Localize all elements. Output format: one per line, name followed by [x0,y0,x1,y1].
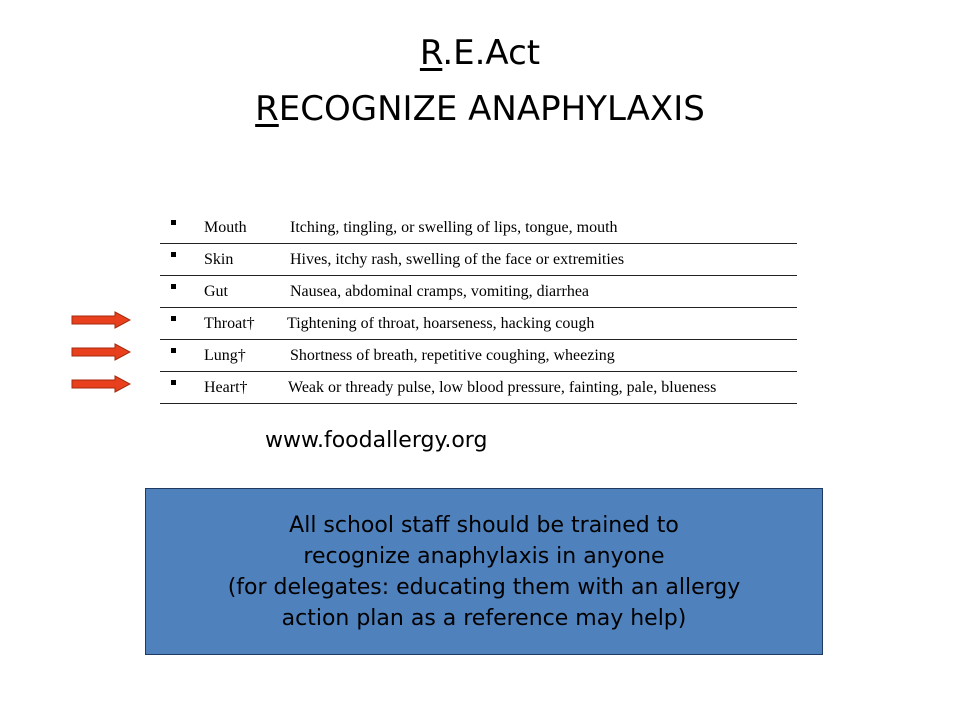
slide-title-line-1 [0,33,960,73]
body-part: Heart† [204,379,248,396]
symptom-description: Shortness of breath, repetitive coughing, wheezing [290,347,615,364]
symptom-description: Weak or thready pulse, low blood pressure, fainting, pale, blueness [288,379,717,396]
title-line-2-rest: ECOGNIZE ANAPHYLAXIS [278,89,705,129]
symptom-table [160,212,797,404]
table-row [160,340,797,372]
bullet-icon [171,284,176,289]
source-link-text: www.foodallergy.org [265,428,488,453]
table-row [160,372,797,404]
table-row [160,212,797,244]
bullet-icon [171,380,176,385]
body-part: Mouth [204,219,247,236]
callout-line: action plan as a reference may help) [281,605,687,631]
bullet-icon [171,348,176,353]
callout-line: All school staff should be trained to [289,512,679,538]
body-part: Gut [204,283,228,300]
body-part: Lung† [204,347,246,364]
callout-line: recognize anaphylaxis in anyone [303,543,665,569]
table-row [160,276,797,308]
arrow-right-icon [71,311,131,329]
callout-line: (for delegates: educating them with an allergy [227,574,741,600]
symptom-description: Nausea, abdominal cramps, vomiting, diarrhea [290,283,590,300]
body-part: Skin [204,251,234,268]
bullet-icon [171,316,176,321]
symptom-description: Hives, itchy rash, swelling of the face or extremities [290,251,625,268]
symptom-description: Itching, tingling, or swelling of lips, tongue, mouth [290,219,618,236]
bullet-icon [171,252,176,257]
title-underlined-letter: R [255,89,279,129]
table-row [160,308,797,340]
symptom-description: Tightening of throat, hoarseness, hacking cough [287,315,595,332]
body-part: Throat† [204,315,255,332]
title-underlined-letter: R [419,33,443,73]
callout-box [145,488,823,655]
arrow-right-icon [71,375,131,393]
title-line-1-rest: .E.Act [442,33,541,73]
table-row [160,244,797,276]
arrow-right-icon [71,343,131,361]
bullet-icon [171,220,176,225]
slide-title-line-2 [0,89,960,129]
